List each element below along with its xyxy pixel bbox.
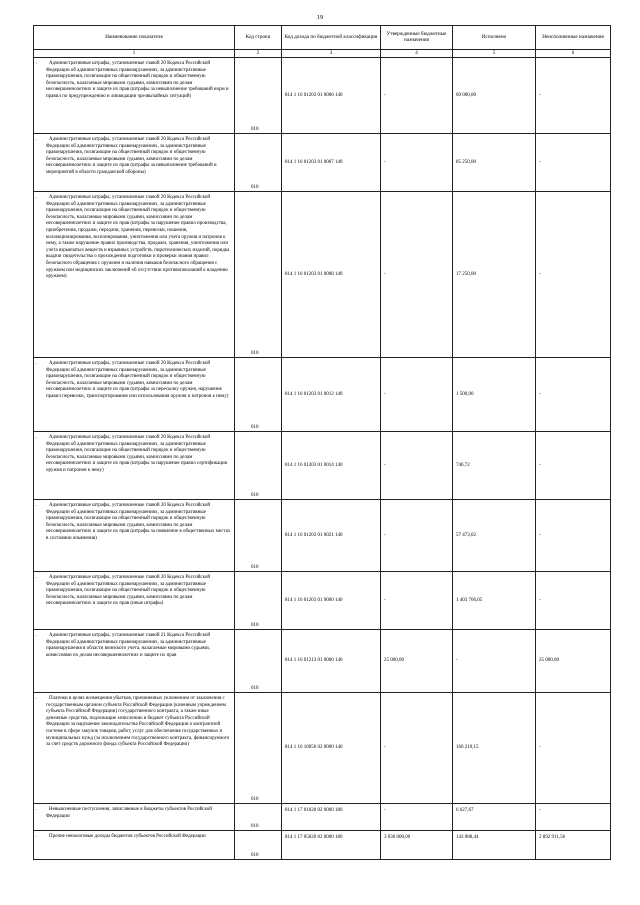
- indicator-name-cell: [34, 500, 235, 572]
- approved-value: -: [384, 159, 386, 165]
- approved-value: -: [384, 597, 386, 603]
- approved-cell: [381, 804, 453, 831]
- indicator-name-cell: [34, 432, 235, 500]
- column-number: 4: [381, 50, 453, 58]
- unexecuted-cell: [536, 192, 611, 358]
- approved-cell: [381, 432, 453, 500]
- executed-cell: [453, 432, 536, 500]
- unexecuted-cell: [536, 804, 611, 831]
- budget-code-cell: [282, 630, 381, 693]
- executed-cell: [453, 500, 536, 572]
- budget-code-cell: [282, 358, 381, 432]
- executed-cell: [453, 831, 536, 860]
- unexecuted-cell: [536, 630, 611, 693]
- unexecuted-cell: [536, 693, 611, 804]
- indicator-name: Административные штрафы, установленные главой 20 Кодекса Российской Федерации об административных правонарушениях, за административные правонарушения, посягающие на общественный порядок и общественную безопасность, налагаемые мировыми судьями, комиссиями по делам несовершеннолетних и защите их прав (штрафы за невыполнение требований и мероприятий в области гражданской обороны): [46, 137, 217, 175]
- table-row: [34, 134, 611, 192]
- approved-value: 3 036 000,00: [384, 835, 411, 840]
- executed-value: 1 500,00: [456, 391, 474, 397]
- column-number: 3: [282, 50, 381, 58]
- unexecuted-value: -: [539, 159, 541, 165]
- indicator-name-cell: [34, 358, 235, 432]
- unexecuted-cell: [536, 358, 611, 432]
- unexecuted-cell: [536, 572, 611, 630]
- budget-code-cell: [282, 831, 381, 860]
- column-number: 6: [536, 50, 611, 58]
- approved-cell: [381, 630, 453, 693]
- indicator-name: Платежи в целях возмещения убытков, причиненных уклонением от заключения с государственным органом субъекта Российской Федерации (казенным учреждением субъекта Российской Федерации) государственного контракта, а также иные денежные средства, подлежащие зачислению в бюджет субъекта Российской Федерации за нарушение законодательства Российской Федерации о контрактной системе в сфере закупок товаров, работ, услуг для обеспечения государственных и муниципальных нужд (за исключением государственного контракта, финансируемого за счет средств дорожного фонда субъекта Российской Федерации): [46, 696, 230, 748]
- row-marker: .: [36, 807, 38, 812]
- executed-value: 166 210,15: [456, 745, 479, 750]
- indicator-name-cell: [34, 192, 235, 358]
- line-code-cell: [235, 358, 282, 432]
- row-marker: .: [36, 575, 38, 580]
- line-code-cell: [235, 432, 282, 500]
- budget-code: 814 1 16 10056 02 0000 140: [285, 745, 343, 750]
- unexecuted-cell: [536, 134, 611, 192]
- line-code-cell: [235, 630, 282, 693]
- row-marker: .: [36, 633, 38, 638]
- budget-code-cell: [282, 58, 381, 134]
- executed-value: 6 627,67: [456, 808, 474, 813]
- unexecuted-value: 25 000,00: [539, 658, 559, 663]
- unexecuted-cell: [536, 831, 611, 860]
- approved-value: -: [384, 92, 386, 98]
- line-code-cell: [235, 134, 282, 192]
- row-marker: .: [36, 61, 38, 66]
- row-marker: .: [36, 137, 38, 142]
- line-code: 010: [251, 686, 259, 691]
- indicator-name-cell: [34, 134, 235, 192]
- budget-code-cell: [282, 500, 381, 572]
- indicator-name: Административные штрафы, установленные главой 20 Кодекса Российской Федерации об административных правонарушениях, за административные правонарушения, посягающие на общественный порядок и общественную безопасность, налагаемые мировыми судьями, комиссиями по делам несовершеннолетних и защите их прав (штрафы за пересылку оружия, нарушение правил перевозки, транспортирования или использования оружия и патронов к нему): [46, 361, 229, 399]
- header-row: [34, 26, 611, 50]
- line-code-cell: [235, 58, 282, 134]
- table-row: [34, 432, 611, 500]
- approved-cell: [381, 500, 453, 572]
- header-executed: Исполнено: [453, 26, 536, 50]
- budget-code: 814 1 16 01203 01 9000 140: [285, 597, 343, 603]
- approved-cell: [381, 58, 453, 134]
- line-code: 010: [251, 127, 259, 132]
- budget-code: 814 1 16 01203 01 0014 140: [285, 462, 343, 468]
- row-marker: .: [36, 696, 38, 701]
- indicator-name: Административные штрафы, установленные главой 20 Кодекса Российской Федерации об административных правонарушениях, за административные правонарушения, посягающие на общественный порядок и общественную безопасность, налагаемые мировыми судьями, комиссиями по делам несовершеннолетних и защите их прав (штрафы за нарушение правил производства, приобретения, продажи, передачи, хранения, перевозки, ношения, коллекционирования, экспонирования, уничтожения или учета оружия и патронов к нему, а также нарушение правил производства, продажи, хранения, уничтожения или учета взрывчатых веществ и взрывных устройств, пиротехнических изделий, порядка выдачи свидетельства о прохождении подготовки и проверки знания правил безопасного обращения с оружием и наличия навыков безопасного обращения с оружием или медицинских заключений об отсутствии противопоказаний к владению оружием): [46, 195, 230, 280]
- line-code: 010: [251, 623, 259, 628]
- line-code: 010: [251, 824, 259, 829]
- approved-cell: [381, 358, 453, 432]
- executed-value: 85 250,00: [456, 159, 476, 165]
- executed-value: -: [456, 658, 458, 663]
- line-code-cell: [235, 572, 282, 630]
- indicator-name: Административные штрафы, установленные главой 20 Кодекса Российской Федерации об административных правонарушениях, за административные правонарушения, посягающие на общественный порядок и общественную безопасность, налагаемые мировыми судьями, комиссиями по делам несовершеннолетних и защите их прав (штрафы за нарушение правил сертификации оружия и патронов к нему): [46, 435, 228, 473]
- approved-value: -: [384, 745, 386, 750]
- budget-code: 814 1 16 01203 01 0006 140: [285, 92, 343, 98]
- indicator-name: Прочие неналоговые доходы бюджетов субъектов Российской Федерации: [49, 834, 206, 839]
- budget-code-cell: [282, 432, 381, 500]
- executed-cell: [453, 134, 536, 192]
- unexecuted-cell: [536, 500, 611, 572]
- line-code-cell: [235, 500, 282, 572]
- approved-cell: [381, 831, 453, 860]
- line-code: 010: [251, 853, 259, 858]
- approved-cell: [381, 192, 453, 358]
- line-code: 010: [251, 185, 259, 190]
- column-number: 1: [34, 50, 235, 58]
- unexecuted-value: -: [539, 532, 541, 538]
- line-code: 010: [251, 797, 259, 802]
- executed-cell: [453, 572, 536, 630]
- approved-cell: [381, 572, 453, 630]
- unexecuted-value: -: [539, 92, 541, 98]
- indicator-name: Невыясненные поступления, зачисляемые в бюджеты субъектов Российской Федерации: [46, 807, 212, 819]
- budget-code-cell: [282, 804, 381, 831]
- executed-cell: [453, 358, 536, 432]
- indicator-name: Административные штрафы, установленные главой 20 Кодекса Российской Федерации об административных правонарушениях, за административные правонарушения, посягающие на общественный порядок и общественную безопасность, налагаемые мировыми судьями, комиссиями по делам несовершеннолетних и защите их прав (штрафы за невыполнение требований норм и правил по предупреждению и ликвидации чрезвычайных ситуаций): [46, 61, 229, 99]
- line-code: 010: [251, 351, 259, 356]
- budget-execution-table: [33, 25, 611, 860]
- row-marker: .: [36, 503, 38, 508]
- line-code: 010: [251, 425, 259, 430]
- table-row: [34, 804, 611, 831]
- approved-cell: [381, 693, 453, 804]
- table-row: [34, 693, 611, 804]
- indicator-name-cell: [34, 804, 235, 831]
- unexecuted-cell: [536, 432, 611, 500]
- column-number: 2: [235, 50, 282, 58]
- line-code-cell: [235, 804, 282, 831]
- approved-value: -: [384, 808, 386, 813]
- executed-value: 60 000,00: [456, 92, 476, 98]
- approved-value: 25 000,00: [384, 658, 404, 663]
- executed-value: 17 250,00: [456, 271, 476, 277]
- approved-value: -: [384, 462, 386, 468]
- unexecuted-value: -: [539, 597, 541, 603]
- executed-value: 1 403 766,05: [456, 597, 483, 603]
- unexecuted-value: 2 892 911,56: [539, 835, 566, 840]
- indicator-name-cell: [34, 693, 235, 804]
- budget-code-cell: [282, 693, 381, 804]
- indicator-name: Административные штрафы, установленные главой 20 Кодекса Российской Федерации об административных правонарушениях, за административные правонарушения, посягающие на общественный порядок и общественную безопасность, налагаемые мировыми судьями, комиссиями по делам несовершеннолетних и защите их прав (иные штрафы): [46, 575, 211, 607]
- executed-value: 746,72: [456, 462, 470, 468]
- approved-value: -: [384, 271, 386, 277]
- unexecuted-value: -: [539, 808, 541, 813]
- budget-code: 814 1 16 01203 01 0008 140: [285, 271, 343, 277]
- line-code-cell: [235, 831, 282, 860]
- table-row: [34, 192, 611, 358]
- row-marker: .: [36, 195, 38, 200]
- budget-code-cell: [282, 134, 381, 192]
- executed-value: 143 088,44: [456, 835, 479, 840]
- table-row: [34, 358, 611, 432]
- line-code-cell: [235, 693, 282, 804]
- table-row: [34, 831, 611, 860]
- table-row: [34, 572, 611, 630]
- header-unexecuted: Неисполненные назначения: [536, 26, 611, 50]
- approved-value: -: [384, 532, 386, 538]
- approved-value: -: [384, 391, 386, 397]
- budget-code: 814 1 17 05020 02 0000 180: [285, 835, 343, 840]
- header-budget-code: Код дохода по бюджетной классификации: [282, 26, 381, 50]
- executed-cell: [453, 693, 536, 804]
- unexecuted-value: -: [539, 462, 541, 468]
- indicator-name-cell: [34, 572, 235, 630]
- executed-cell: [453, 58, 536, 134]
- header-line-code: Код строки: [235, 26, 282, 50]
- table-row: [34, 630, 611, 693]
- row-marker: .: [36, 361, 38, 366]
- row-marker: .: [36, 834, 38, 839]
- column-number: 5: [453, 50, 536, 58]
- unexecuted-value: -: [539, 745, 541, 750]
- table-row: [34, 500, 611, 572]
- budget-code: 814 1 16 01213 01 0000 140: [285, 658, 343, 663]
- executed-value: 57 473,02: [456, 532, 476, 538]
- table-row: [34, 58, 611, 134]
- approved-cell: [381, 134, 453, 192]
- executed-cell: [453, 630, 536, 693]
- unexecuted-cell: [536, 58, 611, 134]
- line-code: 010: [251, 493, 259, 498]
- budget-code: 814 1 16 01203 01 0021 140: [285, 532, 343, 538]
- row-marker: .: [36, 435, 38, 440]
- executed-cell: [453, 192, 536, 358]
- indicator-name-cell: [34, 831, 235, 860]
- column-number-row: [34, 50, 611, 58]
- indicator-name: Административные штрафы, установленные главой 21 Кодекса Российской Федерации об административных правонарушениях, за административные правонарушения в области воинского учета, налагаемые мировыми судьями, комиссиями по делам несовершеннолетних и защите их прав: [46, 633, 211, 658]
- indicator-name: Административные штрафы, установленные главой 20 Кодекса Российской Федерации об административных правонарушениях, за административные правонарушения, посягающие на общественный порядок и общественную безопасность, налагаемые мировыми судьями, комиссиями по делам несовершеннолетних и защите их прав (штрафы за появление в общественных местах в состоянии опьянения): [46, 503, 231, 541]
- budget-code-cell: [282, 572, 381, 630]
- budget-code: 814 1 16 01203 01 0012 140: [285, 391, 343, 397]
- line-code-cell: [235, 192, 282, 358]
- line-code: 010: [251, 565, 259, 570]
- unexecuted-value: -: [539, 391, 541, 397]
- executed-cell: [453, 804, 536, 831]
- budget-code-cell: [282, 192, 381, 358]
- header-name: Наименование показателя: [34, 26, 235, 50]
- budget-code: 814 1 16 01203 01 0007 140: [285, 159, 343, 165]
- unexecuted-value: -: [539, 271, 541, 277]
- indicator-name-cell: [34, 58, 235, 134]
- indicator-name-cell: [34, 630, 235, 693]
- header-approved: Утвержденные бюджетные назначения: [381, 26, 453, 50]
- page-number: 19: [316, 14, 324, 21]
- budget-code: 814 1 17 01020 02 0000 180: [285, 808, 343, 813]
